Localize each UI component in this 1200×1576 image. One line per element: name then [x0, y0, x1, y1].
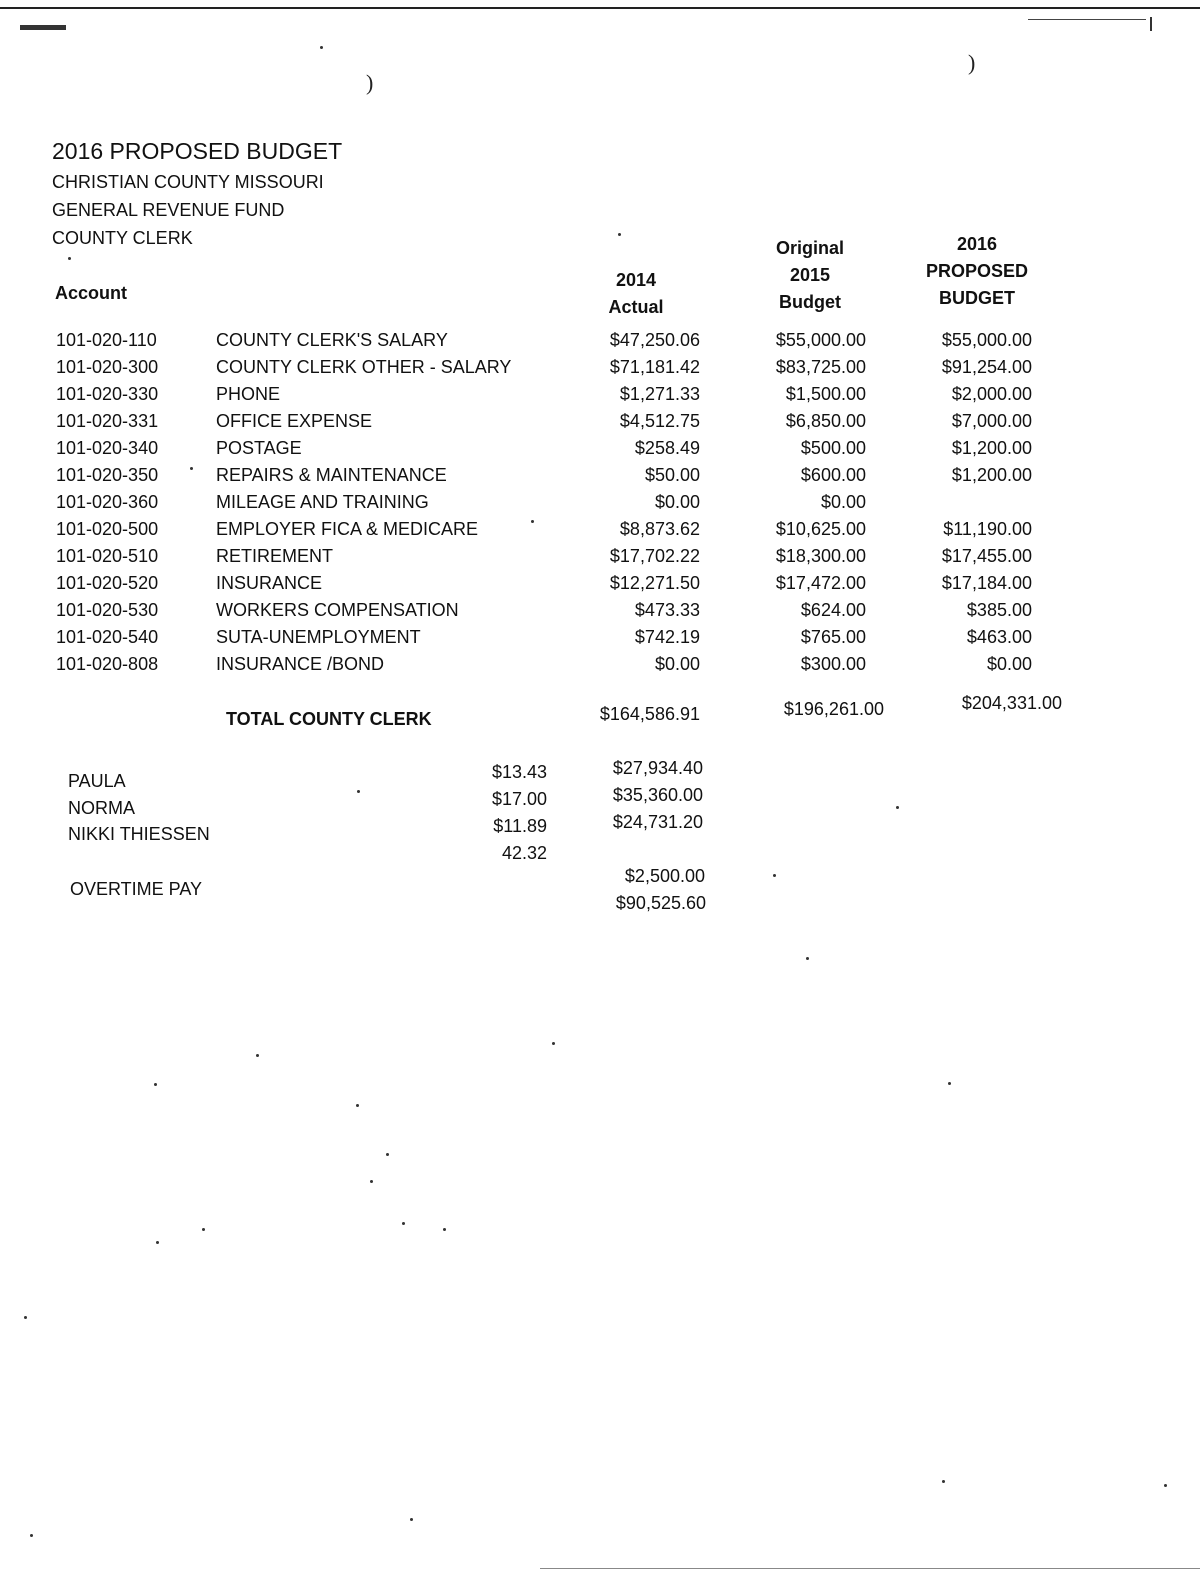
account-number: 101-020-350 — [56, 465, 159, 485]
budget-row — [0, 357, 1200, 384]
account-number: 101-020-360 — [56, 492, 159, 512]
actual-2014: $50.00 — [644, 465, 700, 485]
account-description: INSURANCE /BOND — [216, 654, 385, 674]
scan-speck — [30, 1534, 33, 1537]
column-header-line: Original — [775, 238, 844, 258]
actual-2014: $742.19 — [634, 627, 700, 647]
scan-speck — [942, 1480, 945, 1483]
actual-2014: $4,512.75 — [619, 411, 700, 431]
scan-mark — [1028, 19, 1146, 20]
proposed-2016: $17,455.00 — [941, 546, 1032, 566]
staff-name: NIKKI THIESSEN — [68, 824, 210, 844]
account-number: 101-020-330 — [56, 384, 159, 404]
total-proposed-2016: $204,331.00 — [961, 693, 1062, 713]
actual-2014: $1,271.33 — [619, 384, 700, 404]
column-header-line: Budget — [779, 292, 841, 312]
scan-speck — [552, 1042, 555, 1045]
scan-speck — [948, 1082, 951, 1085]
account-number: 101-020-300 — [56, 357, 159, 377]
proposed-2016: $0.00 — [986, 654, 1032, 674]
budget-2015: $765.00 — [800, 627, 866, 647]
budget-2015: $6,850.00 — [785, 411, 866, 431]
scan-speck — [357, 790, 360, 793]
scan-speck — [320, 46, 323, 49]
staff-name: PAULA — [68, 771, 126, 791]
account-description: COUNTY CLERK OTHER - SALARY — [216, 357, 512, 377]
budget-2015: $10,625.00 — [775, 519, 866, 539]
budget-2015: $600.00 — [800, 465, 866, 485]
account-description: REPAIRS & MAINTENANCE — [216, 465, 447, 485]
scan-speck — [443, 1228, 446, 1231]
scan-speck — [896, 806, 899, 809]
budget-2015: $17,472.00 — [775, 573, 866, 593]
actual-2014: $258.49 — [634, 438, 700, 458]
column-header-line: Actual — [608, 297, 664, 317]
staff-name: NORMA — [68, 798, 135, 818]
budget-2015: $624.00 — [800, 600, 866, 620]
account-number: 101-020-331 — [56, 411, 159, 431]
account-number: 101-020-340 — [56, 438, 159, 458]
overtime-amount: $2,500.00 — [624, 866, 705, 886]
budget-2015: $18,300.00 — [775, 546, 866, 566]
budget-row — [0, 627, 1200, 654]
overtime-label: OVERTIME PAY — [70, 879, 203, 899]
scan-speck — [1164, 1484, 1167, 1487]
scan-speck — [356, 1104, 359, 1107]
account-number: 101-020-110 — [56, 330, 157, 350]
column-header-line: BUDGET — [939, 288, 1015, 308]
account-description: OFFICE EXPENSE — [216, 411, 373, 431]
budget-row — [0, 438, 1200, 465]
account-number: 101-020-808 — [56, 654, 159, 674]
scan-speck — [156, 1241, 159, 1244]
account-description: MILEAGE AND TRAINING — [216, 492, 429, 512]
account-number: 101-020-510 — [56, 546, 159, 566]
department-name: COUNTY CLERK — [52, 228, 193, 248]
staff-total: $90,525.60 — [615, 893, 706, 913]
proposed-2016: $55,000.00 — [941, 330, 1032, 350]
budget-2015: $1,500.00 — [785, 384, 866, 404]
budget-2015: $83,725.00 — [775, 357, 866, 377]
budget-row — [0, 492, 1200, 519]
staff-rate: $17.00 — [491, 789, 547, 809]
scan-speck — [68, 257, 71, 260]
proposed-2016: $91,254.00 — [941, 357, 1032, 377]
scan-mark — [20, 25, 66, 30]
proposed-2016: $385.00 — [966, 600, 1032, 620]
county-name: CHRISTIAN COUNTY MISSOURI — [52, 172, 324, 192]
account-description: SUTA-UNEMPLOYMENT — [216, 627, 421, 647]
scan-edge-line — [540, 1568, 1200, 1569]
account-number: 101-020-520 — [56, 573, 159, 593]
account-description: RETIREMENT — [216, 546, 333, 566]
budget-2015: $0.00 — [820, 492, 866, 512]
budget-row — [0, 411, 1200, 438]
account-description: POSTAGE — [216, 438, 302, 458]
account-description: WORKERS COMPENSATION — [216, 600, 459, 620]
staff-amount: $27,934.40 — [612, 758, 703, 778]
column-header-line: PROPOSED — [925, 261, 1029, 281]
account-description: PHONE — [216, 384, 281, 404]
proposed-2016: $463.00 — [966, 627, 1032, 647]
actual-2014: $12,271.50 — [609, 573, 700, 593]
proposed-2016: $7,000.00 — [951, 411, 1032, 431]
document-title: 2016 PROPOSED BUDGET — [52, 138, 343, 164]
actual-2014: $17,702.22 — [609, 546, 700, 566]
total-budget-2015: $196,261.00 — [783, 699, 884, 719]
actual-2014: $47,250.06 — [609, 330, 700, 350]
actual-2014: $8,873.62 — [619, 519, 700, 539]
proposed-2016: $2,000.00 — [951, 384, 1032, 404]
account-description: EMPLOYER FICA & MEDICARE — [216, 519, 479, 539]
budget-2015: $55,000.00 — [775, 330, 866, 350]
scan-artifact: ) — [968, 50, 976, 75]
scan-speck — [773, 874, 776, 877]
actual-2014: $473.33 — [634, 600, 700, 620]
account-number: 101-020-500 — [56, 519, 159, 539]
budget-2015: $500.00 — [800, 438, 866, 458]
budget-row — [0, 546, 1200, 573]
total-actual-2014: $164,586.91 — [599, 704, 700, 724]
scan-speck — [256, 1054, 259, 1057]
actual-2014: $0.00 — [654, 654, 700, 674]
proposed-2016: $1,200.00 — [951, 465, 1032, 485]
budget-row — [0, 654, 1200, 681]
column-header-line: 2014 — [615, 270, 657, 290]
fund-name: GENERAL REVENUE FUND — [52, 200, 285, 220]
account-number: 101-020-530 — [56, 600, 159, 620]
scan-speck — [410, 1518, 413, 1521]
staff-rate: $11.89 — [493, 816, 547, 836]
column-header-line: 2016 — [956, 234, 998, 254]
account-number: 101-020-540 — [56, 627, 159, 647]
proposed-2016: $11,190.00 — [943, 519, 1032, 539]
budget-row — [0, 519, 1200, 546]
budget-row — [0, 330, 1200, 357]
scan-speck — [202, 1228, 205, 1231]
rate-total: 42.32 — [501, 843, 547, 863]
scan-edge-line — [0, 7, 1200, 9]
proposed-2016: $1,200.00 — [951, 438, 1032, 458]
staff-amount: $24,731.20 — [612, 812, 703, 832]
column-header-2015 — [758, 235, 862, 316]
account-column-header: Account — [55, 283, 127, 303]
column-header-2014 — [586, 267, 686, 321]
total-label: TOTAL COUNTY CLERK — [226, 709, 432, 729]
column-header-line: 2015 — [789, 265, 831, 285]
scan-speck — [618, 233, 621, 236]
scan-speck — [402, 1222, 405, 1225]
actual-2014: $71,181.42 — [609, 357, 700, 377]
actual-2014: $0.00 — [654, 492, 700, 512]
account-description: COUNTY CLERK'S SALARY — [216, 330, 448, 350]
scan-speck — [24, 1316, 27, 1319]
scan-speck — [370, 1180, 373, 1183]
budget-2015: $300.00 — [800, 654, 866, 674]
budget-row — [0, 573, 1200, 600]
scan-speck — [386, 1153, 389, 1156]
column-header-2016 — [918, 231, 1036, 312]
scan-speck — [806, 957, 809, 960]
staff-rate: $13.43 — [491, 762, 547, 782]
account-description: INSURANCE — [216, 573, 323, 593]
budget-row — [0, 600, 1200, 627]
staff-amount: $35,360.00 — [612, 785, 703, 805]
budget-row — [0, 384, 1200, 411]
scan-artifact: ) — [366, 70, 374, 95]
scan-speck — [154, 1083, 157, 1086]
scan-mark — [1150, 17, 1152, 31]
budget-row — [0, 465, 1200, 492]
proposed-2016: $17,184.00 — [941, 573, 1032, 593]
